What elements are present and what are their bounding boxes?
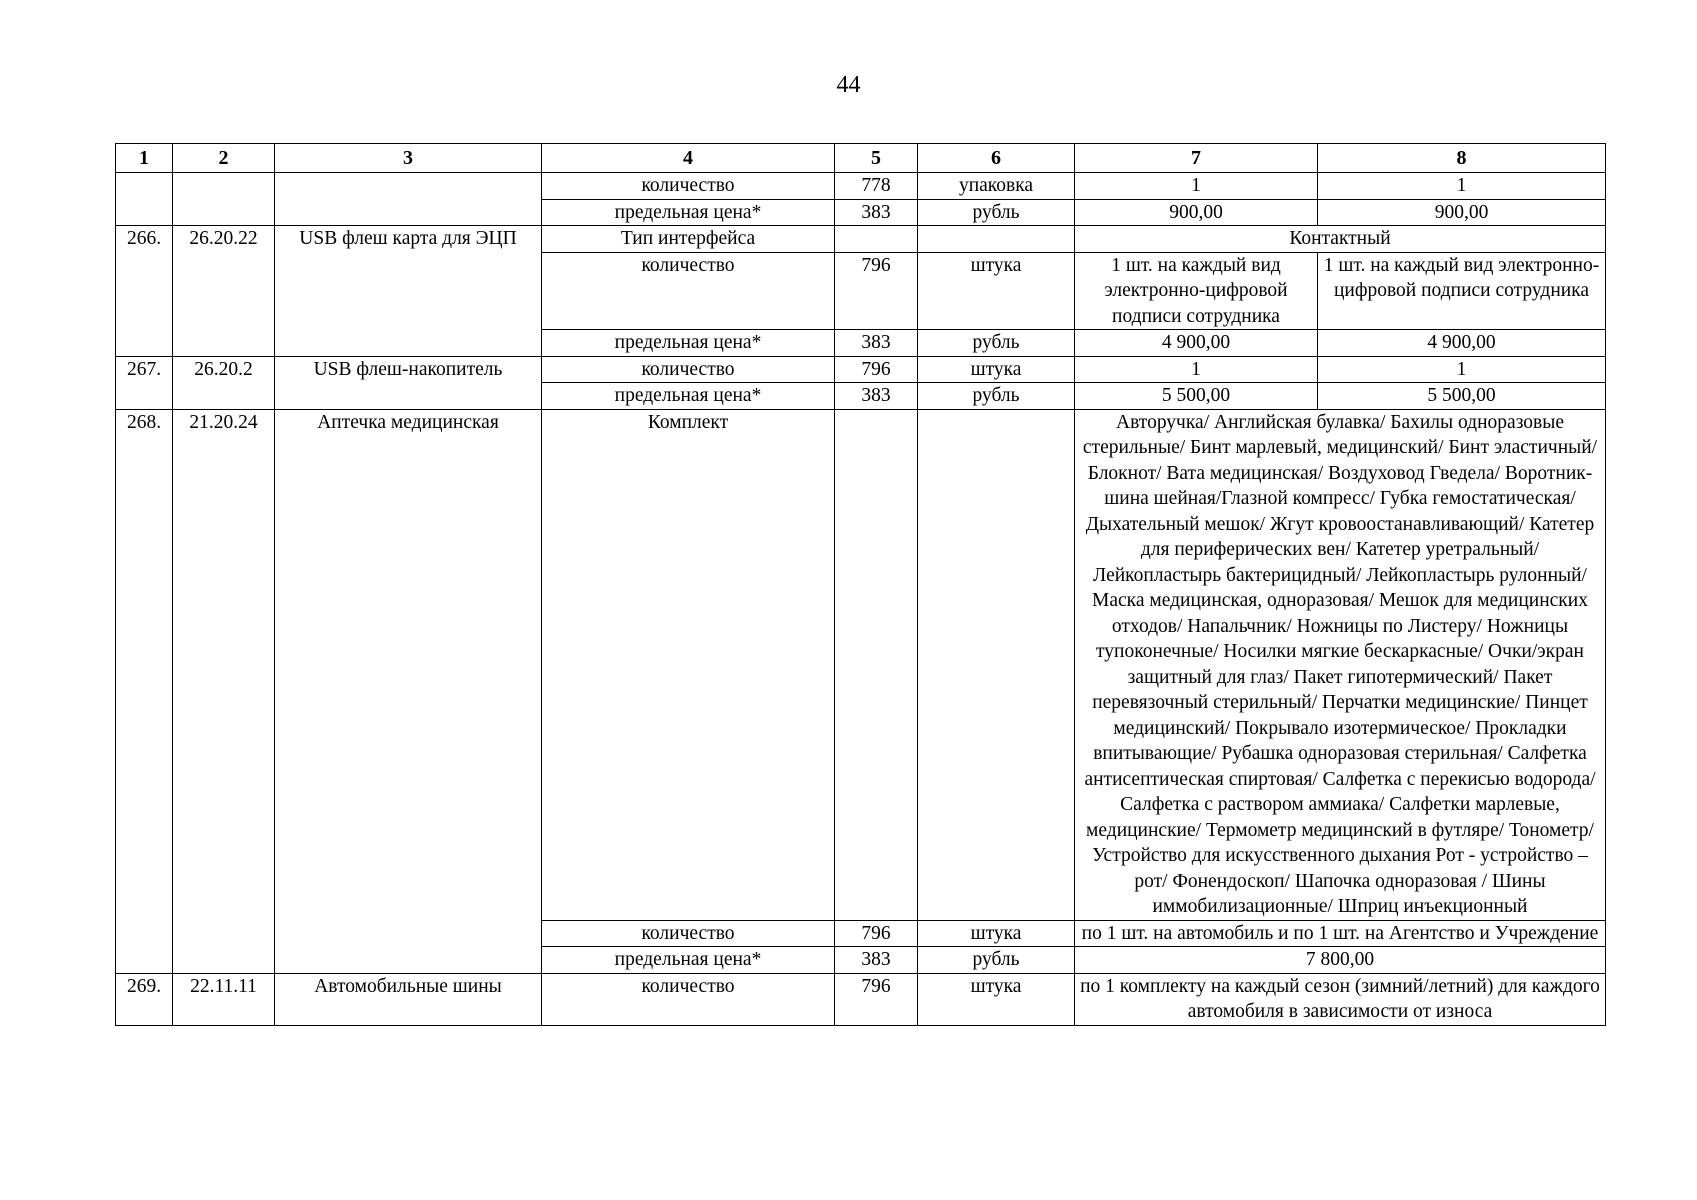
cell-value-7: 900,00: [1075, 199, 1318, 226]
cell-unit: штука: [918, 252, 1075, 330]
cell-value-7: 1 шт. на каждый вид электронно-цифровой подписи сотрудника: [1075, 252, 1318, 330]
cell-code: 383: [835, 947, 918, 974]
cell-param: предельная цена*: [542, 947, 835, 974]
column-header: 5: [835, 144, 918, 173]
cell-param: количество: [542, 920, 835, 947]
cell-value-7: 1: [1075, 173, 1318, 200]
table-row: [116, 173, 1606, 200]
cell-code: 778: [835, 173, 918, 200]
table-row: [116, 409, 1606, 920]
cell-unit: штука: [918, 920, 1075, 947]
table-row: [116, 973, 1606, 1025]
table-header-row: [116, 144, 1606, 173]
cell-param: Комплект: [542, 409, 835, 920]
cell-num: 267.: [116, 356, 173, 409]
column-header: 7: [1075, 144, 1318, 173]
cell-code: 383: [835, 383, 918, 410]
cell-okpd: 26.20.2: [173, 356, 275, 409]
cell-unit: [918, 409, 1075, 920]
cell-unit: рубль: [918, 947, 1075, 974]
column-header: 8: [1318, 144, 1606, 173]
cell-unit: штука: [918, 356, 1075, 383]
column-header: 6: [918, 144, 1075, 173]
cell-code: [835, 409, 918, 920]
cell-num: 269.: [116, 973, 173, 1025]
cell-name: USB флеш карта для ЭЦП: [275, 226, 542, 357]
cell-unit: упаковка: [918, 173, 1075, 200]
cell-unit: рубль: [918, 199, 1075, 226]
cell-param: предельная цена*: [542, 330, 835, 357]
cell-unit: рубль: [918, 330, 1075, 357]
cell-okpd: 26.20.22: [173, 226, 275, 357]
requirements-table: [115, 143, 1606, 1026]
cell-value-7: 1: [1075, 356, 1318, 383]
cell-param: количество: [542, 356, 835, 383]
cell-value-7: 5 500,00: [1075, 383, 1318, 410]
cell-unit: штука: [918, 973, 1075, 1025]
cell-code: 383: [835, 199, 918, 226]
cell-okpd: 22.11.11: [173, 973, 275, 1025]
cell-param: количество: [542, 252, 835, 330]
cell-okpd: 21.20.24: [173, 409, 275, 973]
cell-param: количество: [542, 173, 835, 200]
cell-value-8: 1: [1318, 356, 1606, 383]
column-header: 2: [173, 144, 275, 173]
cell-unit: рубль: [918, 383, 1075, 410]
column-header: 1: [116, 144, 173, 173]
column-header: 4: [542, 144, 835, 173]
cell-okpd: [173, 173, 275, 226]
cell-num: 268.: [116, 409, 173, 973]
cell-value: 7 800,00: [1075, 947, 1606, 974]
cell-code: 383: [835, 330, 918, 357]
cell-value: по 1 шт. на автомобиль и по 1 шт. на Агентство и Учреждение: [1075, 920, 1606, 947]
cell-value-8: 1 шт. на каждый вид электронно-цифровой подписи сотрудника: [1318, 252, 1606, 330]
cell-value: Авторучка/ Английская булавка/ Бахилы одноразовые стерильные/ Бинт марлевый, медицинский/ Бинт эластичный/ Блокнот/ Вата медицинская/ Воздуховод Гведела/ Воротник-шина шейная/Глазной компресс/ Губка гемостатическая/ Дыхательный мешок/ Жгут кровоостанавливающий/ Катетер для периферических вен/ Катетер уретральный/ Лейкопластырь бактерицидный/ Лейкопластырь рулонный/ Маска медицинская, одноразовая/ Мешок для медицинских отходов/ Напальчник/ Ножницы по Листеру/ Ножницы тупоконечные/ Носилки мягкие бескаркасные/ Очки/экран защитный для глаз/ Пакет гипотермический/ Пакет перевязочный стерильный/ Перчатки медицинские/ Пинцет медицинский/ Покрывало изотермическое/ Прокладки впитывающие/ Рубашка одноразовая стерильная/ Салфетка антисептическая спиртовая/ Салфетка с перекисью водорода/ Салфетка с раствором аммиака/ Салфетки марлевые, медицинские/ Термометр медицинский в футляре/ Тонометр/ Устройство для искусственного дыхания Рот - устройство – рот/ Фонендоскоп/ Шапочка одноразовая / Шины иммобилизационные/ Шприц инъекционный: [1075, 409, 1606, 920]
cell-param: предельная цена*: [542, 383, 835, 410]
cell-value-7: 4 900,00: [1075, 330, 1318, 357]
cell-unit: [918, 226, 1075, 253]
cell-num: [116, 173, 173, 226]
cell-code: [835, 226, 918, 253]
cell-value: Контактный: [1075, 226, 1606, 253]
table-row: [116, 356, 1606, 383]
page-number: 44: [836, 72, 861, 98]
cell-param: количество: [542, 973, 835, 1025]
cell-name: Автомобильные шины: [275, 973, 542, 1025]
column-header: 3: [275, 144, 542, 173]
cell-value-8: 900,00: [1318, 199, 1606, 226]
cell-name: Аптечка медицинская: [275, 409, 542, 973]
cell-num: 266.: [116, 226, 173, 357]
cell-code: 796: [835, 973, 918, 1025]
cell-value-8: 4 900,00: [1318, 330, 1606, 357]
cell-param: Тип интерфейса: [542, 226, 835, 253]
cell-value: по 1 комплекту на каждый сезон (зимний/летний) для каждого автомобиля в зависимости от износа: [1075, 973, 1606, 1025]
table-row: [116, 226, 1606, 253]
cell-code: 796: [835, 356, 918, 383]
cell-param: предельная цена*: [542, 199, 835, 226]
cell-name: [275, 173, 542, 226]
cell-value-8: 1: [1318, 173, 1606, 200]
cell-code: 796: [835, 920, 918, 947]
cell-code: 796: [835, 252, 918, 330]
cell-name: USB флеш-накопитель: [275, 356, 542, 409]
cell-value-8: 5 500,00: [1318, 383, 1606, 410]
